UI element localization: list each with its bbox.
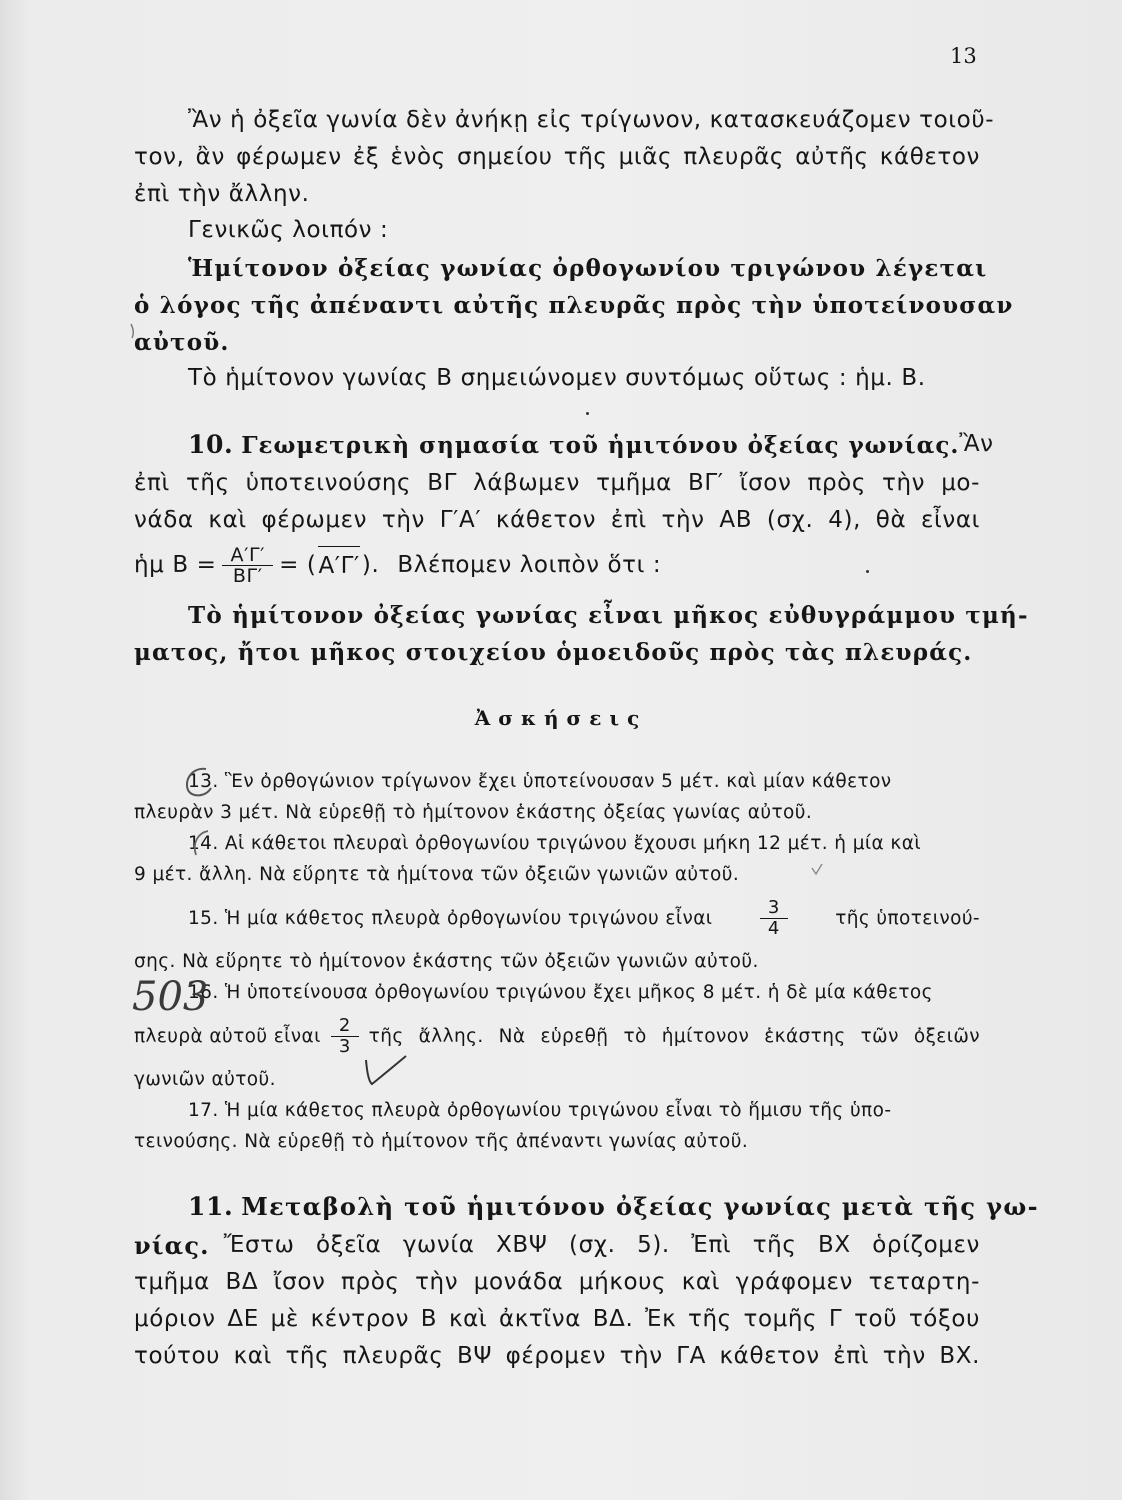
text-fragment: τῆς ἄλλης. Νὰ εὑρεθῇ τὸ ἡμίτονον ἑκάστης τῶν ὀξειῶν bbox=[368, 1025, 980, 1047]
formula-close: ). bbox=[361, 551, 380, 578]
fraction-numerator: Α′Γ′ bbox=[222, 545, 273, 566]
sine-definition bbox=[134, 250, 1014, 361]
pencil-tick-mark bbox=[128, 322, 144, 340]
theorem bbox=[134, 597, 1029, 671]
exercise-14-line: 9 μέτ. ἄλλη. Νὰ εὕρητε τὰ ἡμίτονα τῶν ὀξειῶν γωνιῶν αὐτοῦ. bbox=[134, 864, 740, 885]
section-title: Μεταβολὴ τοῦ ἡμιτόνου ὀξείας γωνίας μετὰ τῆς γω- bbox=[241, 1192, 1040, 1221]
fraction-three-quarters bbox=[760, 898, 788, 939]
exercise-16-line bbox=[134, 1008, 980, 1064]
section-11-heading bbox=[134, 1188, 1040, 1227]
text-line: τούτου καὶ τῆς πλευρᾶς ΒΨ φέρομεν τὴν ΓΑ κάθετον ἐπὶ τὴν ΒΧ. bbox=[134, 1343, 980, 1369]
text-line bbox=[134, 1227, 980, 1264]
fraction-denominator: ΒΓ′ bbox=[232, 564, 263, 587]
text-fragment: Βλέπομεν λοιπὸν ὅτι : bbox=[397, 551, 662, 578]
exercise-16-line: γωνιῶν αὐτοῦ. bbox=[134, 1069, 276, 1090]
notation-line: Τὸ ἡμίτονον γωνίας Β σημειώνομεν συντόμως οὕτως : ἡμ. Β. bbox=[188, 365, 926, 391]
handwritten-note bbox=[130, 970, 230, 1024]
fraction-numerator: 2 bbox=[331, 1016, 359, 1037]
formula-fraction bbox=[222, 545, 273, 586]
exercise-14-line: 14. Αἱ κάθετοι πλευραὶ ὀρθογωνίου τριγώνου ἔχουσι μήκη 12 μέτ. ἡ μία καὶ bbox=[188, 833, 921, 854]
fraction-numerator: 3 bbox=[760, 898, 788, 919]
text-line: ἐπὶ τῆς ὑποτεινούσης ΒΓ λάβωμεν τμῆμα ΒΓ′ ἴσον πρὸς τὴν μο- bbox=[134, 470, 980, 496]
exercise-13-line: 13. Ἓν ὀρθογώνιον τρίγωνον ἔχει ὑποτείνουσαν 5 μέτ. καὶ μίαν κάθετον bbox=[188, 771, 892, 792]
text-fragment: 15. Ἡ μία κάθετος πλευρὰ ὀρθογωνίου τριγώνου εἶναι bbox=[188, 907, 713, 929]
text-fragment: τῆς ὑποτεινού- bbox=[835, 907, 980, 929]
text-fragment: Ἔστω ὀξεῖα γωνία ΧΒΨ (σχ. 5). Ἐπὶ τῆς ΒΧ ὁρίζομεν bbox=[223, 1232, 980, 1258]
exercises-title: Ἀσκήσεις bbox=[474, 706, 648, 730]
text-fragment: πλευρὰ αὐτοῦ εἶναι bbox=[134, 1025, 321, 1047]
section-10 bbox=[134, 426, 1029, 671]
section-title: Γεωμετρικὴ σημασία τοῦ ἡμιτόνου ὀξείας γωνίας. bbox=[241, 432, 960, 459]
fraction-two-thirds bbox=[331, 1016, 359, 1057]
exercise-13-line: πλευρὰν 3 μέτ. Νὰ εὑρεθῇ τὸ ἡμίτονον ἑκάστης ὀξείας γωνίας αὐτοῦ. bbox=[134, 802, 813, 823]
exercise-list bbox=[134, 766, 980, 1157]
page-number: 13 bbox=[950, 44, 977, 68]
handwritten-number: 503 bbox=[132, 974, 209, 1020]
pencil-tick-mark bbox=[186, 829, 212, 859]
text-line: τον, ἂν φέρωμεν ἐξ ἑνὸς σημείου τῆς μιᾶς πλευρᾶς αὐτῆς κάθετον bbox=[134, 144, 980, 170]
formula-lhs: ἡμ Β = bbox=[134, 551, 217, 578]
exercise-17-line: τεινούσης. Νὰ εὑρεθῇ τὸ ἡμίτονον τῆς ἀπέναντι γωνίας αὐτοῦ. bbox=[134, 1131, 749, 1152]
text-line: Ἂν ἡ ὀξεῖα γωνία δὲν ἀνήκῃ εἰς τρίγωνον, κατασκευάζομεν τοιοῦ- bbox=[188, 107, 995, 133]
text-line: ματος, ἤτοι μῆκος στοιχείου ὁμοειδοῦς πρὸς τὰς πλευράς. bbox=[134, 639, 973, 666]
check-mark-icon bbox=[362, 1054, 410, 1090]
section-number: 10. bbox=[188, 430, 234, 459]
fraction-denominator: 3 bbox=[338, 1035, 351, 1057]
text-fragment: Ἂν bbox=[959, 431, 994, 457]
sine-formula bbox=[134, 539, 980, 591]
section-title-end: νίας. bbox=[134, 1231, 210, 1260]
section-11 bbox=[134, 1188, 1040, 1375]
text-line: ἐπὶ τὴν ἄλλην. bbox=[134, 181, 310, 207]
section-number: 11. bbox=[188, 1192, 234, 1221]
exercise-15-line: σης. Νὰ εὕρητε τὸ ἡμίτονον ἑκάστης τῶν ὀξειῶν γωνιῶν αὐτοῦ. bbox=[134, 951, 759, 972]
pencil-circle-mark bbox=[182, 766, 214, 800]
exercise-15-line bbox=[134, 890, 980, 946]
text-line: αὐτοῦ. bbox=[134, 329, 230, 356]
ink-dot bbox=[586, 412, 589, 415]
section-10-heading bbox=[134, 426, 994, 465]
exercise-16-line: 16. Ἡ ὑποτείνουσα ὀρθογωνίου τριγώνου ἔχει μῆκος 8 μέτ. ἡ δὲ μία κάθετος bbox=[188, 982, 933, 1003]
text-line: Τὸ ἡμίτονον ὀξείας γωνίας εἶναι μῆκος εὐθυγράμμου τμή- bbox=[188, 602, 1029, 629]
text-line: Ἡμίτονον ὀξείας γωνίας ὀρθογωνίου τριγώνου λέγεται bbox=[188, 255, 988, 282]
formula-segment: Α′Γ′ bbox=[318, 546, 359, 585]
fraction-denominator: 4 bbox=[767, 917, 780, 939]
ink-dot bbox=[866, 570, 869, 573]
formula-equals: = ( bbox=[279, 551, 317, 578]
text-line: τμῆμα ΒΔ ἴσον πρὸς τὴν μονάδα μήκους καὶ γράφομεν τεταρτη- bbox=[134, 1269, 980, 1295]
intro-paragraph bbox=[134, 102, 995, 213]
exercise-17-line: 17. Ἡ μία κάθετος πλευρὰ ὀρθογωνίου τριγώνου εἶναι τὸ ἥμισυ τῆς ὑπο- bbox=[188, 1100, 892, 1121]
text-line: μόριον ΔΕ μὲ κέντρον Β καὶ ἀκτῖνα ΒΔ. Ἐκ τῆς τομῆς Γ τοῦ τόξου bbox=[134, 1306, 980, 1332]
text-line: νάδα καὶ φέρωμεν τὴν Γ′Α′ κάθετον ἐπὶ τὴν ΑΒ (σχ. 4), θὰ εἶναι bbox=[134, 507, 980, 533]
text-line: ὁ λόγος τῆς ἀπέναντι αὐτῆς πλευρᾶς πρὸς τὴν ὑποτείνουσαν bbox=[134, 292, 1014, 319]
general-remark: Γενικῶς λοιπόν : bbox=[188, 217, 389, 243]
pencil-tick-mark bbox=[810, 862, 824, 878]
